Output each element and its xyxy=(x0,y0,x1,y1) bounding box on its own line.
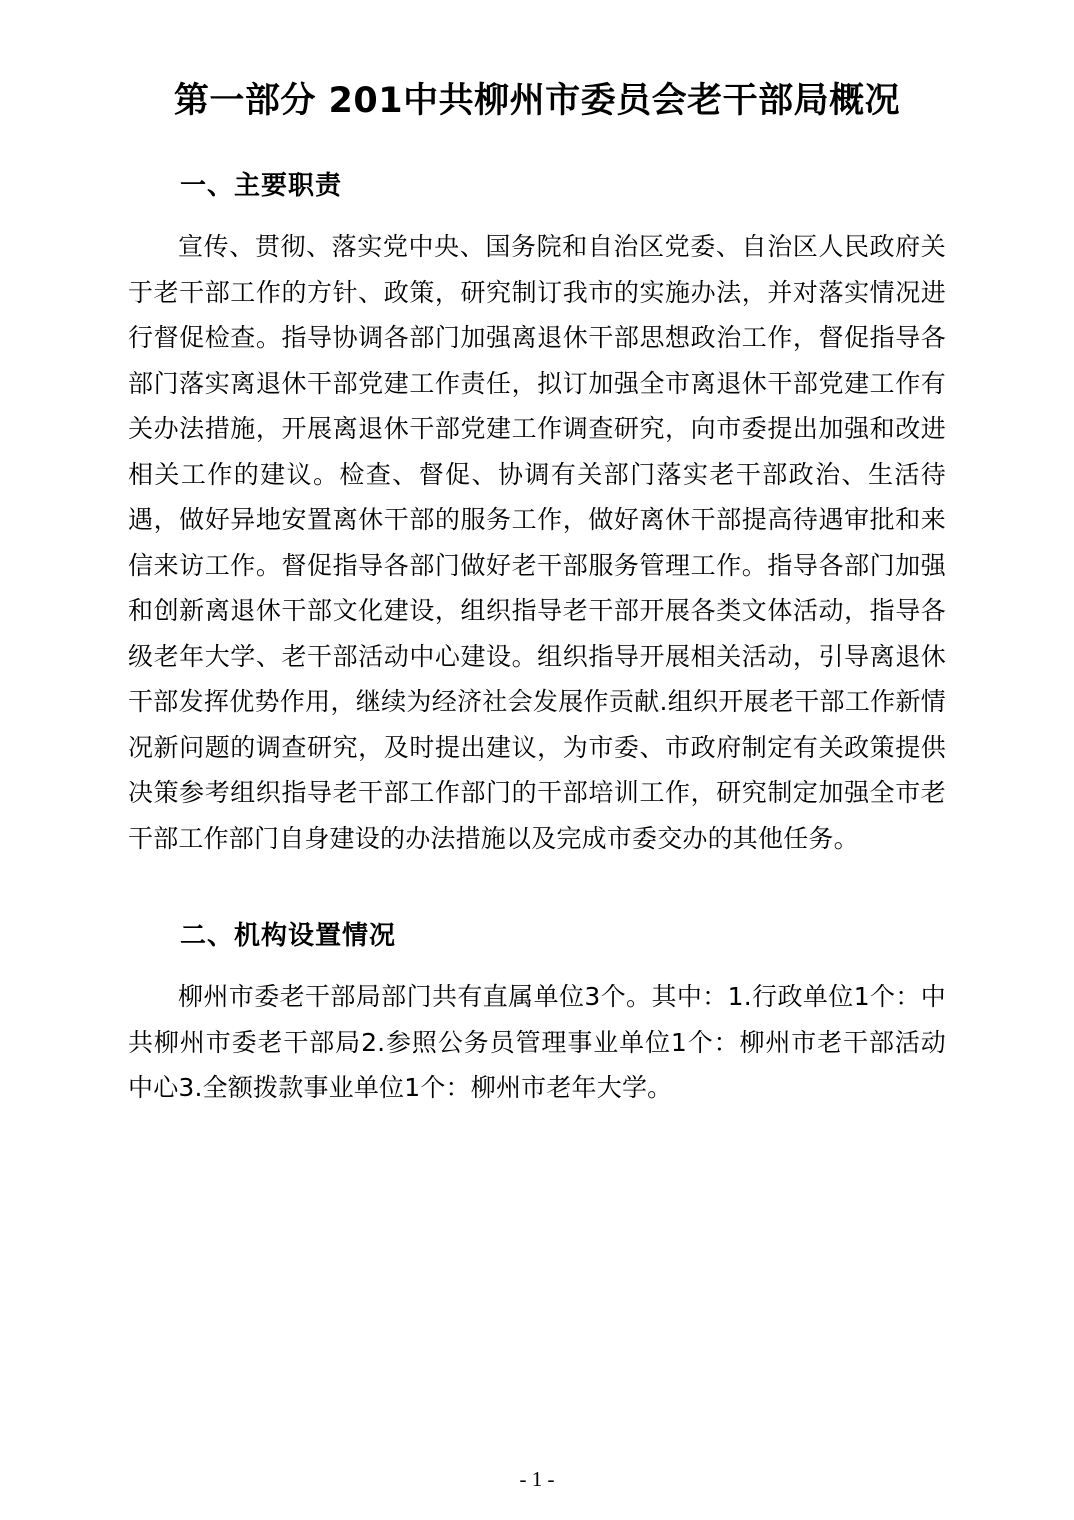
page-number: - 1 - xyxy=(519,1467,555,1491)
section-1-paragraph-1: 宣传、贯彻、落实党中央、国务院和自治区党委、自治区人民政府关于老干部工作的方针、政策，研究制订我市的实施办法，并对落实情况进行督促检查。指导协调各部门加强离退休干部思想政治工作，督促指导各部门落实离退休干部党建工作责任，拟订加强全市离退休干部党建工作有关办法措施，开展离退休干部党建工作调查研究，向市委提出加强和改进相关工作的建议。检查、督促、协调有关部门落实老干部政治、生活待遇，做好异地安置离休干部的服务工作，做好离休干部提高待遇审批和来信来访工作。督促指导各部门做好老干部服务管理工作。指导各部门加强和创新离退休干部文化建设，组织指导老干部开展各类文体活动，指导各级老年大学、老干部活动中心建设。组织指导开展相关活动，引导离退休干部发挥优势作用，继续为经济社会发展作贡献.组织开展老干部工作新情况新问题的调查研究，及时提出建议，为市委、市政府制定有关政策提供决策参考组织指导老干部工作部门的干部培训工作，研究制定加强全市老干部工作部门自身建设的办法措施以及完成市委交办的其他任务。 xyxy=(128,232,946,853)
section-2-paragraph-1: 柳州市委老干部局部门共有直属单位3个。其中：1.行政单位1个：中共柳州市委老干部局2.参照公务员管理事业单位1个：柳州市老干部活动中心3.全额拨款事业单位1个：柳州市老年大学。 xyxy=(128,982,946,1103)
page-title: 第一部分 201中共柳州市委员会老干部局概况 xyxy=(173,81,901,121)
section-heading-2: 二、机构设置情况 xyxy=(180,921,397,952)
section-heading-1: 一、主要职责 xyxy=(180,171,343,202)
section-spacer xyxy=(128,861,946,875)
